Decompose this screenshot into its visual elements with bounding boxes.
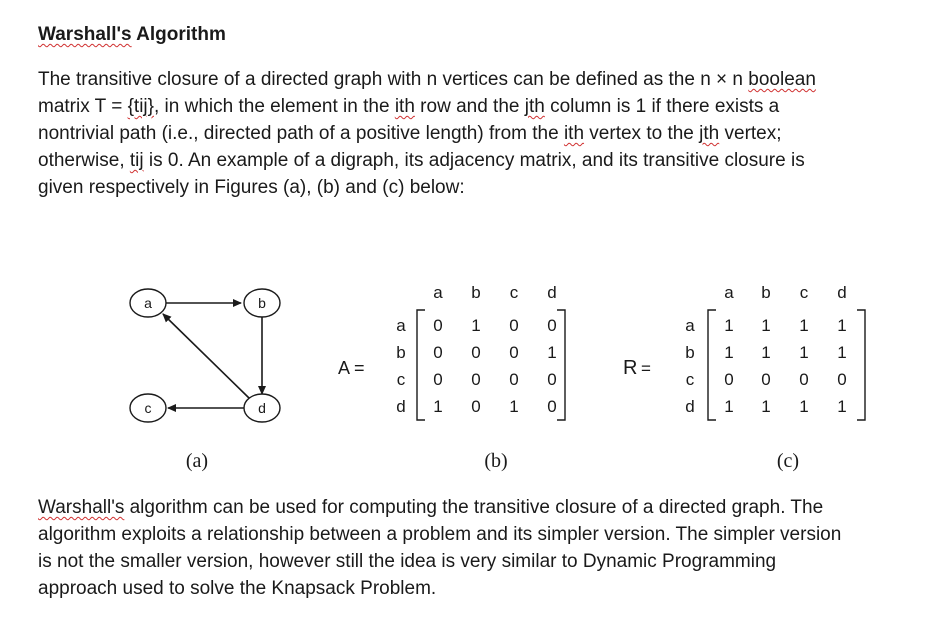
matrix-cell: 1 (724, 397, 734, 416)
intro-line-4 (38, 147, 918, 174)
intro-text: otherwise, (38, 150, 130, 171)
digraph-figure (130, 289, 280, 472)
figures-area (0, 270, 935, 480)
col-header: a (433, 283, 443, 302)
intro-line-3 (38, 120, 918, 147)
row-header: d (396, 397, 406, 416)
outro-line-2: algorithm exploits a relationship between a problem and its simpler version. The simpler version (38, 524, 842, 545)
row-header: c (396, 370, 406, 389)
right-bracket (857, 310, 865, 420)
matrix-cell: 1 (761, 397, 771, 416)
matrix-cell: 1 (799, 397, 809, 416)
matrix-cell: 0 (471, 397, 481, 416)
outro-word-warshalls: Warshall's (38, 497, 125, 518)
col-header: d (547, 283, 557, 302)
intro-text: column is 1 if there exists a (544, 96, 780, 117)
intro-line-1 (38, 66, 918, 93)
closure-matrix (623, 283, 865, 472)
matrix-cell: 0 (547, 397, 557, 416)
matrix-cell: 0 (547, 370, 557, 389)
row-header: c (685, 370, 695, 389)
outro-paragraph (38, 494, 918, 602)
intro-line-2 (38, 93, 918, 120)
intro-paragraph (38, 66, 918, 201)
intro-line-5: given respectively in Figures (a), (b) and (c) below: (38, 177, 465, 198)
adjacency-matrix (338, 283, 565, 472)
matrix-cell: 1 (509, 397, 519, 416)
left-bracket (708, 310, 716, 420)
intro-text: row and the (414, 96, 525, 117)
matrix-cell: 0 (471, 343, 481, 362)
row-header: a (685, 316, 695, 335)
intro-text: vertex; (719, 123, 782, 144)
left-bracket (417, 310, 425, 420)
caption-a: (a) (185, 450, 209, 472)
outro-line-4: approach used to solve the Knapsack Problem. (38, 578, 437, 599)
title-word-warshalls: Warshall's (38, 24, 132, 45)
edge-d-a (163, 314, 249, 398)
row-header: d (685, 397, 695, 416)
caption-c: (c) (776, 450, 800, 472)
page-title (38, 24, 226, 46)
node-label-d: d (258, 400, 266, 416)
intro-text: The transitive closure of a directed graph with n vertices can be defined as the n × n (38, 69, 749, 90)
intro-word-jth: jth (699, 123, 720, 144)
outro-text: algorithm can be used for computing the transitive closure of a directed graph. The (124, 497, 824, 518)
col-header: a (724, 283, 734, 302)
matrix-cell: 1 (799, 343, 809, 362)
matrix-cell: 1 (837, 343, 847, 362)
matrix-a-label: A = (338, 358, 365, 378)
caption-b: (b) (484, 450, 508, 472)
col-header: b (761, 283, 771, 302)
row-header: b (396, 343, 406, 362)
intro-text: is 0. An example of a digraph, its adjacency matrix, and its transitive closure is (143, 150, 805, 171)
matrix-cell: 0 (433, 370, 443, 389)
matrix-cell: 1 (471, 316, 481, 335)
matrix-cell: 1 (837, 316, 847, 335)
outro-line-1 (38, 494, 918, 521)
title-rest: Algorithm (131, 24, 226, 45)
matrix-cell: 0 (547, 316, 557, 335)
row-header: a (396, 316, 406, 335)
intro-word-jth: jth (524, 96, 545, 117)
row-header: b (685, 343, 695, 362)
matrix-r-label: R (623, 357, 638, 379)
col-header: d (837, 283, 847, 302)
node-label-a: a (144, 295, 152, 311)
intro-word-ith: ith (563, 123, 585, 144)
matrix-cell: 0 (509, 370, 519, 389)
col-header: b (471, 283, 481, 302)
matrix-cell: 1 (761, 343, 771, 362)
matrix-cell: 0 (433, 316, 443, 335)
node-label-c: c (144, 400, 152, 416)
matrix-cell: 0 (509, 343, 519, 362)
intro-word-boolean: boolean (748, 69, 816, 90)
matrix-cell: 1 (724, 316, 734, 335)
outro-line-3: is not the smaller version, however still the idea is very similar to Dynamic Programming (38, 551, 777, 572)
intro-word-ith: ith (394, 96, 415, 117)
right-bracket (557, 310, 565, 420)
matrix-cell: 1 (433, 397, 443, 416)
matrix-cell: 1 (799, 316, 809, 335)
intro-text: vertex to the (584, 123, 700, 144)
col-header: c (509, 283, 519, 302)
matrix-cell: 0 (433, 343, 443, 362)
matrix-cell: 0 (724, 370, 734, 389)
node-label-b: b (258, 295, 266, 311)
intro-word-tij: tij (129, 150, 144, 171)
matrix-cell: 0 (761, 370, 771, 389)
intro-word-tij-set: {tij} (127, 96, 154, 117)
matrix-cell: 0 (509, 316, 519, 335)
matrix-cell: 1 (761, 316, 771, 335)
matrix-cell: 1 (547, 343, 557, 362)
matrix-cell: 1 (837, 397, 847, 416)
matrix-cell: 1 (724, 343, 734, 362)
col-header: c (799, 283, 809, 302)
matrix-r-equals: = (641, 359, 651, 378)
matrix-cell: 0 (799, 370, 809, 389)
intro-text: nontrivial path (i.e., directed path of a positive length) from the (38, 123, 564, 144)
matrix-cell: 0 (837, 370, 847, 389)
intro-text: matrix T = (38, 96, 128, 117)
matrix-cell: 0 (471, 370, 481, 389)
intro-text: , in which the element in the (154, 96, 395, 117)
